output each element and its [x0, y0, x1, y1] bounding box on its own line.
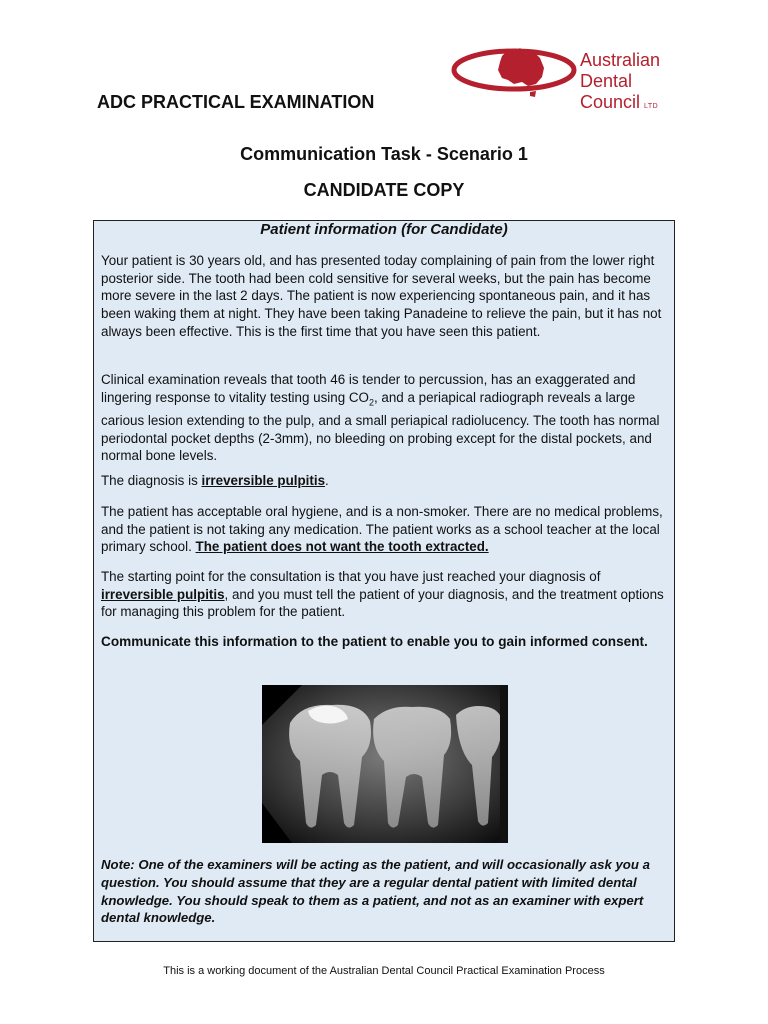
- diagnosis-term: irreversible pulpitis: [201, 473, 326, 488]
- patient-info-box: [93, 220, 675, 942]
- logo-ltd: LTD: [644, 103, 659, 110]
- periapical-radiograph: [262, 685, 508, 843]
- paragraph-starting-point: The starting point for the consultation is that you have just reached your diagnosis of irreversible pulpitis, and you must tell the patient of your diagnosis, and the treatment options for managing this problem for the patient.: [101, 569, 664, 620]
- paragraph-diagnosis: The diagnosis is irreversible pulpitis.: [101, 473, 329, 488]
- exam-title: ADC PRACTICAL EXAMINATION: [97, 92, 375, 112]
- logo-line-1: Australian: [580, 50, 661, 70]
- no-extraction-note: The patient does not want the tooth extracted.: [195, 539, 489, 555]
- paragraph-history: Your patient is 30 years old, and has presented today complaining of pain from the lower right posterior side. The tooth had been cold sensitive for several weeks, but the pain has become more severe in the last 2 days. The patient is now experiencing spontaneous pain, and it has been waking them at night. They have been taking Panadeine to relieve the pain, but it has not always been effective. This is the first time that you have seen this patient.: [101, 253, 662, 339]
- logo-wordmark: [580, 50, 660, 117]
- footer-note: This is a working document of the Australian Dental Council Practical Examination Process: [163, 965, 605, 977]
- diagnosis-term-2: irreversible pulpitis: [101, 586, 225, 602]
- examiner-note: Note: One of the examiners will be acting as the patient, and will occasionally ask you a question. You should assume that they are a regular dental patient with limited dental knowledge. You should speak to them as a patient, and not as an examiner with expert dental knowledge.: [101, 857, 650, 926]
- copy-title: CANDIDATE COPY: [303, 180, 465, 200]
- australia-map-icon: [450, 44, 580, 114]
- adc-logo: [450, 44, 690, 114]
- box-title: Patient information (for Candidate): [260, 221, 508, 238]
- logo-line-3: Council LTD: [580, 92, 659, 112]
- logo-line-2: Dental: [580, 71, 633, 91]
- task-title: Communication Task - Scenario 1: [240, 144, 528, 164]
- paragraph-clinical: Clinical examination reveals that tooth 46 is tender to percussion, has an exaggerated and lingering response to vitality testing using $CO_2$, and a periapical radiograph reveals a large carious lesion extending to the pulp, and a small periapical radiolucency. The tooth has normal periodontal pocket depths (2-3mm), no bleeding on probing except for the distal pockets, and normal bone levels.: [101, 372, 660, 464]
- paragraph-instruction: Communicate this information to the patient to enable you to gain informed consent.: [101, 634, 648, 649]
- paragraph-social: The patient has acceptable oral hygiene, and is a non-smoker. There are no medical problems, and the patient is not taking any medication. The patient works as a school teacher at the local primary school. The patient does not want the tooth extracted.: [101, 504, 663, 555]
